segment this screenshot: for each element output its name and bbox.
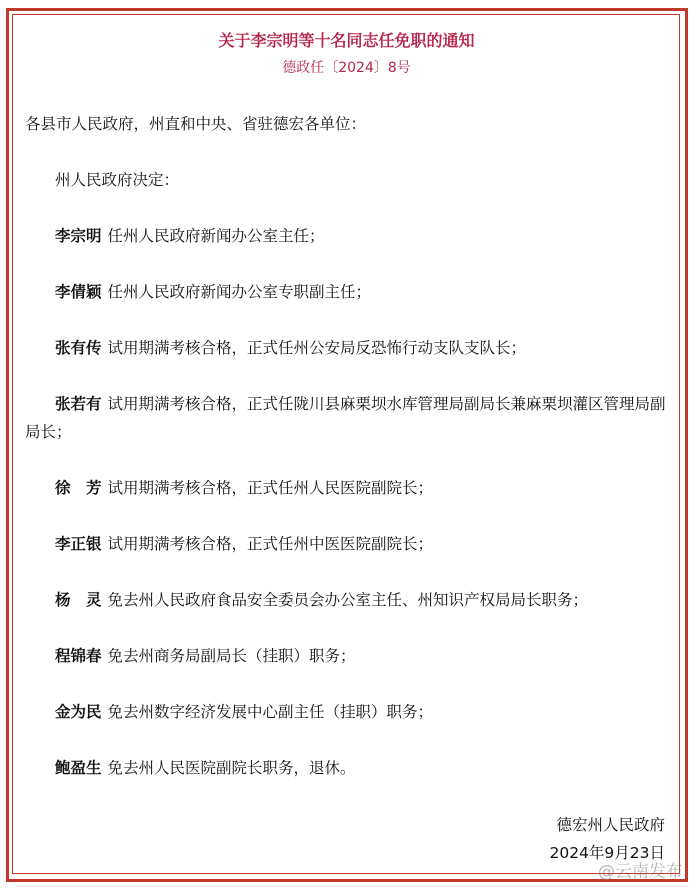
item-text: 试用期满考核合格，正式任州公安局反恐怖行动支队支队长； — [107, 339, 527, 357]
person-name: 徐 芳 — [55, 479, 102, 497]
list-item — [25, 390, 670, 446]
watermark: @云南发布 — [598, 862, 683, 882]
person-name: 李正银 — [55, 535, 102, 553]
item-text: 试用期满考核合格，正式任州人民医院副院长； — [107, 479, 434, 497]
signature: 德宏州人民政府 — [556, 816, 665, 834]
list-item — [25, 698, 670, 726]
greeting: 各县市人民政府，州直和中央、省驻德宏各单位： — [25, 115, 367, 133]
person-name: 金为民 — [55, 703, 102, 721]
item-text: 任州人民政府新闻办公室专职副主任； — [107, 283, 372, 301]
item-text: 免去州数字经济发展中心副主任（挂职）职务； — [107, 703, 434, 721]
list-item — [25, 642, 670, 670]
person-name: 鲍盈生 — [55, 759, 102, 777]
person-name: 张若有 — [55, 395, 102, 413]
list-item — [25, 586, 670, 614]
person-name: 杨 灵 — [55, 591, 102, 609]
list-item — [25, 474, 670, 502]
item-text: 试用期满考核合格，正式任州中医医院副院长； — [107, 535, 434, 553]
document-number: 德政任〔2024〕8号 — [282, 60, 411, 76]
list-item — [25, 222, 670, 250]
item-text: 免去州商务局副局长（挂职）职务； — [107, 647, 356, 665]
person-name: 李宗明 — [55, 227, 102, 245]
item-text: 免去州人民政府食品安全委员会办公室主任、州知识产权局局长职务； — [107, 591, 589, 609]
list-item — [25, 278, 670, 306]
item-text: 免去州人民医院副院长职务，退休。 — [107, 759, 356, 777]
date: 2024年9月23日 — [549, 844, 665, 862]
item-text: 试用期满考核合格，正式任陇川县麻栗坝水库管理局副局长兼麻栗坝灌区管理局副局长； — [25, 395, 666, 441]
person-name: 张有传 — [55, 339, 102, 357]
list-item — [25, 530, 670, 558]
list-item — [25, 754, 670, 782]
person-name: 程锦春 — [55, 647, 102, 665]
list-item — [25, 334, 670, 362]
intro: 州人民政府决定： — [55, 171, 180, 189]
document-title: 关于李宗明等十名同志任免职的通知 — [218, 31, 475, 50]
item-text: 任州人民政府新闻办公室主任； — [107, 227, 325, 245]
person-name: 李倩颖 — [55, 283, 102, 301]
